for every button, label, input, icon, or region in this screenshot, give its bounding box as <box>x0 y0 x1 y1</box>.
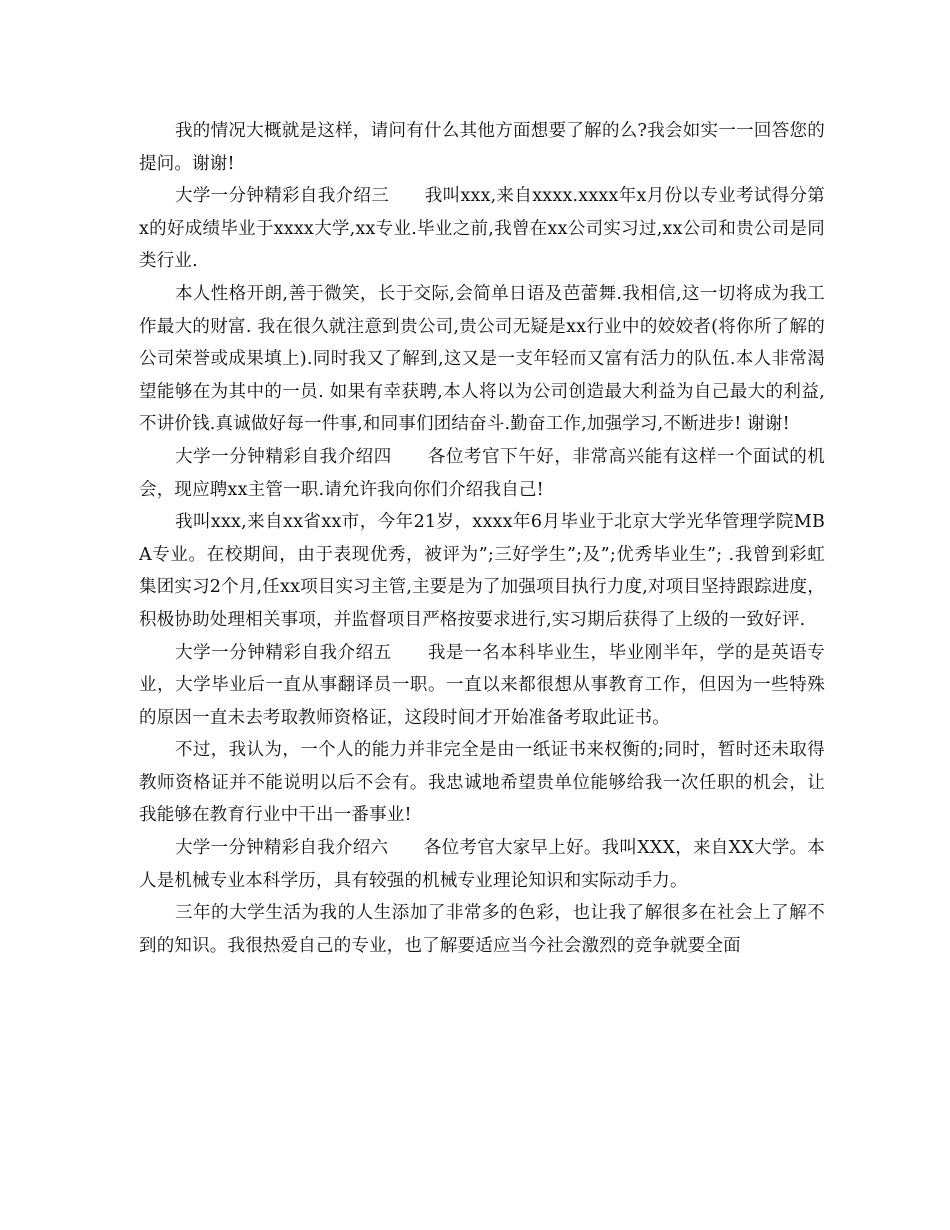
paragraph-background: 我叫xxx,来自xx省xx市，今年21岁，xxxx年6月毕业于北京大学光华管理学院MBA专业。在校期间，由于表现优秀，被评为”;三好学生”;及”;优秀毕业生”; .我曾到彩虹集团实习2个月,任xx项目实习主管,主要是为了加强项目执行力度,对项目坚持跟踪进度，积极协助处理相关事项，并监督项目严格按要求进行,实习期后获得了上级的一致好评. <box>139 512 825 630</box>
paragraph-opinion: 不过，我认为，一个人的能力并非完全是由一纸证书来权衡的;同时，暂时还未取得教师资格证并不能说明以后不会有。我忠诚地希望贵单位能够给我一次任职的机会，让我能够在教育行业中干出一番事业! <box>139 740 825 826</box>
paragraph-personality: 本人性格开朗,善于微笑，长于交际,会简单日语及芭蕾舞.我相信,这一切将成为我工作最大的财富. 我在很久就注意到贵公司,贵公司无疑是xx行业中的姣姣者(将你所了解的公司荣誉或成果填上).同时我又了解到,这又是一支年轻而又富有活力的队伍.本人非常渴望能够在为其中的一员. 如果有幸获聘,本人将以为公司创造最大利益为自己最大的利益,不讲价钱.真诚做好每一件事,和同事们团结奋斗.勤奋工作,加强学习,不断进步! 谢谢! <box>139 283 825 435</box>
paragraph-intro-three: 大学一分钟精彩自我介绍三 我叫xxx,来自xxxx.xxxx年x月份以专业考试得分第x的好成绩毕业于xxxx大学,xx专业.毕业之前,我曾在xx公司实习过,xx公司和贵公司是同类行业. <box>139 186 825 272</box>
paragraph-intro-six: 大学一分钟精彩自我介绍六 各位考官大家早上好。我叫XXX，来自XX大学。本人是机械专业本科学历，具有较强的机械专业理论知识和实际动手力。 <box>139 838 825 891</box>
paragraph-college-life: 三年的大学生活为我的人生添加了非常多的色彩，也让我了解很多在社会上了解不到的知识。我很热爱自己的专业，也了解要适应当今社会激烈的竞争就要全面 <box>139 903 825 956</box>
paragraph-intro-four: 大学一分钟精彩自我介绍四 各位考官下午好，非常高兴能有这样一个面试的机会，现应聘xx主管一职.请允许我向你们介绍我自己! <box>139 446 825 500</box>
paragraph-closing: 我的情况大概就是这样，请问有什么其他方面想要了解的么?我会如实一一回答您的提问。谢谢! <box>139 121 825 174</box>
paragraph-intro-five: 大学一分钟精彩自我介绍五 我是一名本科毕业生，毕业刚半年，学的是英语专业，大学毕业后一直从事翻译员一职。一直以来都很想从事教育工作，但因为一些特殊的原因一直未去考取教师资格证，这段时间才开始准备考取此证书。 <box>139 642 825 728</box>
document-body <box>139 115 825 962</box>
